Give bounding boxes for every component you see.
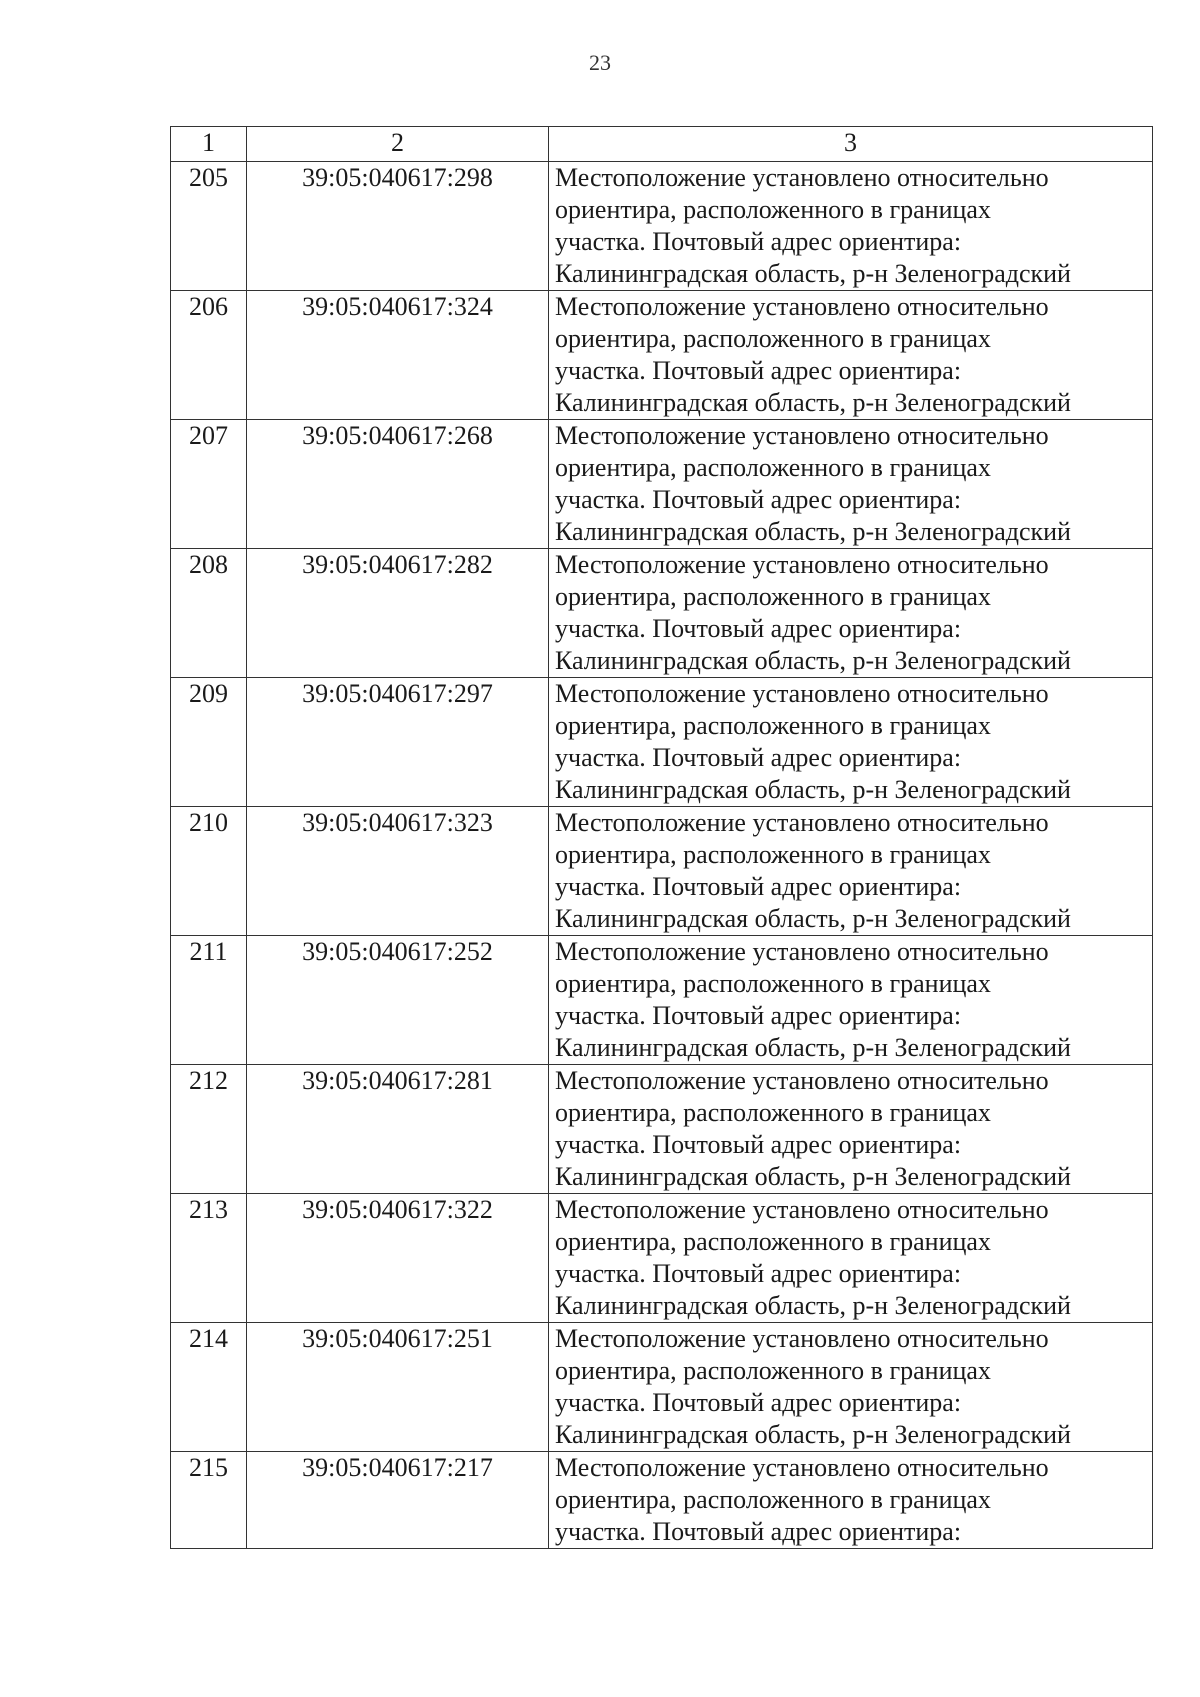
table-row — [171, 162, 1153, 291]
table-row — [171, 291, 1153, 420]
table-row — [171, 1194, 1153, 1323]
page-number: 23 — [589, 50, 611, 75]
location-description: Местоположение установлено относительно ориентира, расположенного в границах участка. Почтовый адрес ориентира: Калининградская область, р-н Зеленоградский — [549, 936, 1153, 1065]
cadastral-number: 39:05:040617:268 — [247, 420, 549, 549]
column-header-location: 3 — [549, 127, 1153, 162]
row-number: 206 — [171, 291, 247, 420]
cadastral-number: 39:05:040617:297 — [247, 678, 549, 807]
cadastral-number: 39:05:040617:324 — [247, 291, 549, 420]
location-description: Местоположение установлено относительно ориентира, расположенного в границах участка. Почтовый адрес ориентира: Калининградская область, р-н Зеленоградский — [549, 420, 1153, 549]
row-number: 214 — [171, 1323, 247, 1452]
location-description: Местоположение установлено относительно ориентира, расположенного в границах участка. Почтовый адрес ориентира: Калининградская область, р-н Зеленоградский — [549, 162, 1153, 291]
location-description: Местоположение установлено относительно ориентира, расположенного в границах участка. Почтовый адрес ориентира: Калининградская область, р-н Зеленоградский — [549, 1323, 1153, 1452]
location-description: Местоположение установлено относительно ориентира, расположенного в границах участка. Почтовый адрес ориентира: Калининградская область, р-н Зеленоградский — [549, 1065, 1153, 1194]
table-row — [171, 1065, 1153, 1194]
table-header-row — [171, 127, 1153, 162]
column-header-cadastral: 2 — [247, 127, 549, 162]
location-description: Местоположение установлено относительно ориентира, расположенного в границах участка. Почтовый адрес ориентира: — [549, 1452, 1153, 1549]
row-number: 207 — [171, 420, 247, 549]
location-description: Местоположение установлено относительно ориентира, расположенного в границах участка. Почтовый адрес ориентира: Калининградская область, р-н Зеленоградский — [549, 807, 1153, 936]
table-row — [171, 549, 1153, 678]
column-header-number: 1 — [171, 127, 247, 162]
table-row — [171, 807, 1153, 936]
cadastral-number: 39:05:040617:323 — [247, 807, 549, 936]
location-description: Местоположение установлено относительно ориентира, расположенного в границах участка. Почтовый адрес ориентира: Калининградская область, р-н Зеленоградский — [549, 678, 1153, 807]
table-row — [171, 1452, 1153, 1549]
row-number: 209 — [171, 678, 247, 807]
table-row — [171, 420, 1153, 549]
location-description: Местоположение установлено относительно ориентира, расположенного в границах участка. Почтовый адрес ориентира: Калининградская область, р-н Зеленоградский — [549, 549, 1153, 678]
cadastral-number: 39:05:040617:217 — [247, 1452, 549, 1549]
table-row — [171, 678, 1153, 807]
row-number: 210 — [171, 807, 247, 936]
cadastral-number: 39:05:040617:251 — [247, 1323, 549, 1452]
row-number: 212 — [171, 1065, 247, 1194]
table-row — [171, 936, 1153, 1065]
land-plot-table — [170, 126, 1153, 1549]
location-description: Местоположение установлено относительно ориентира, расположенного в границах участка. Почтовый адрес ориентира: Калининградская область, р-н Зеленоградский — [549, 291, 1153, 420]
cadastral-number: 39:05:040617:298 — [247, 162, 549, 291]
cadastral-number: 39:05:040617:281 — [247, 1065, 549, 1194]
location-description: Местоположение установлено относительно ориентира, расположенного в границах участка. Почтовый адрес ориентира: Калининградская область, р-н Зеленоградский — [549, 1194, 1153, 1323]
table-row — [171, 1323, 1153, 1452]
cadastral-number: 39:05:040617:322 — [247, 1194, 549, 1323]
row-number: 208 — [171, 549, 247, 678]
cadastral-number: 39:05:040617:282 — [247, 549, 549, 678]
row-number: 215 — [171, 1452, 247, 1549]
row-number: 213 — [171, 1194, 247, 1323]
cadastral-number: 39:05:040617:252 — [247, 936, 549, 1065]
row-number: 211 — [171, 936, 247, 1065]
row-number: 205 — [171, 162, 247, 291]
